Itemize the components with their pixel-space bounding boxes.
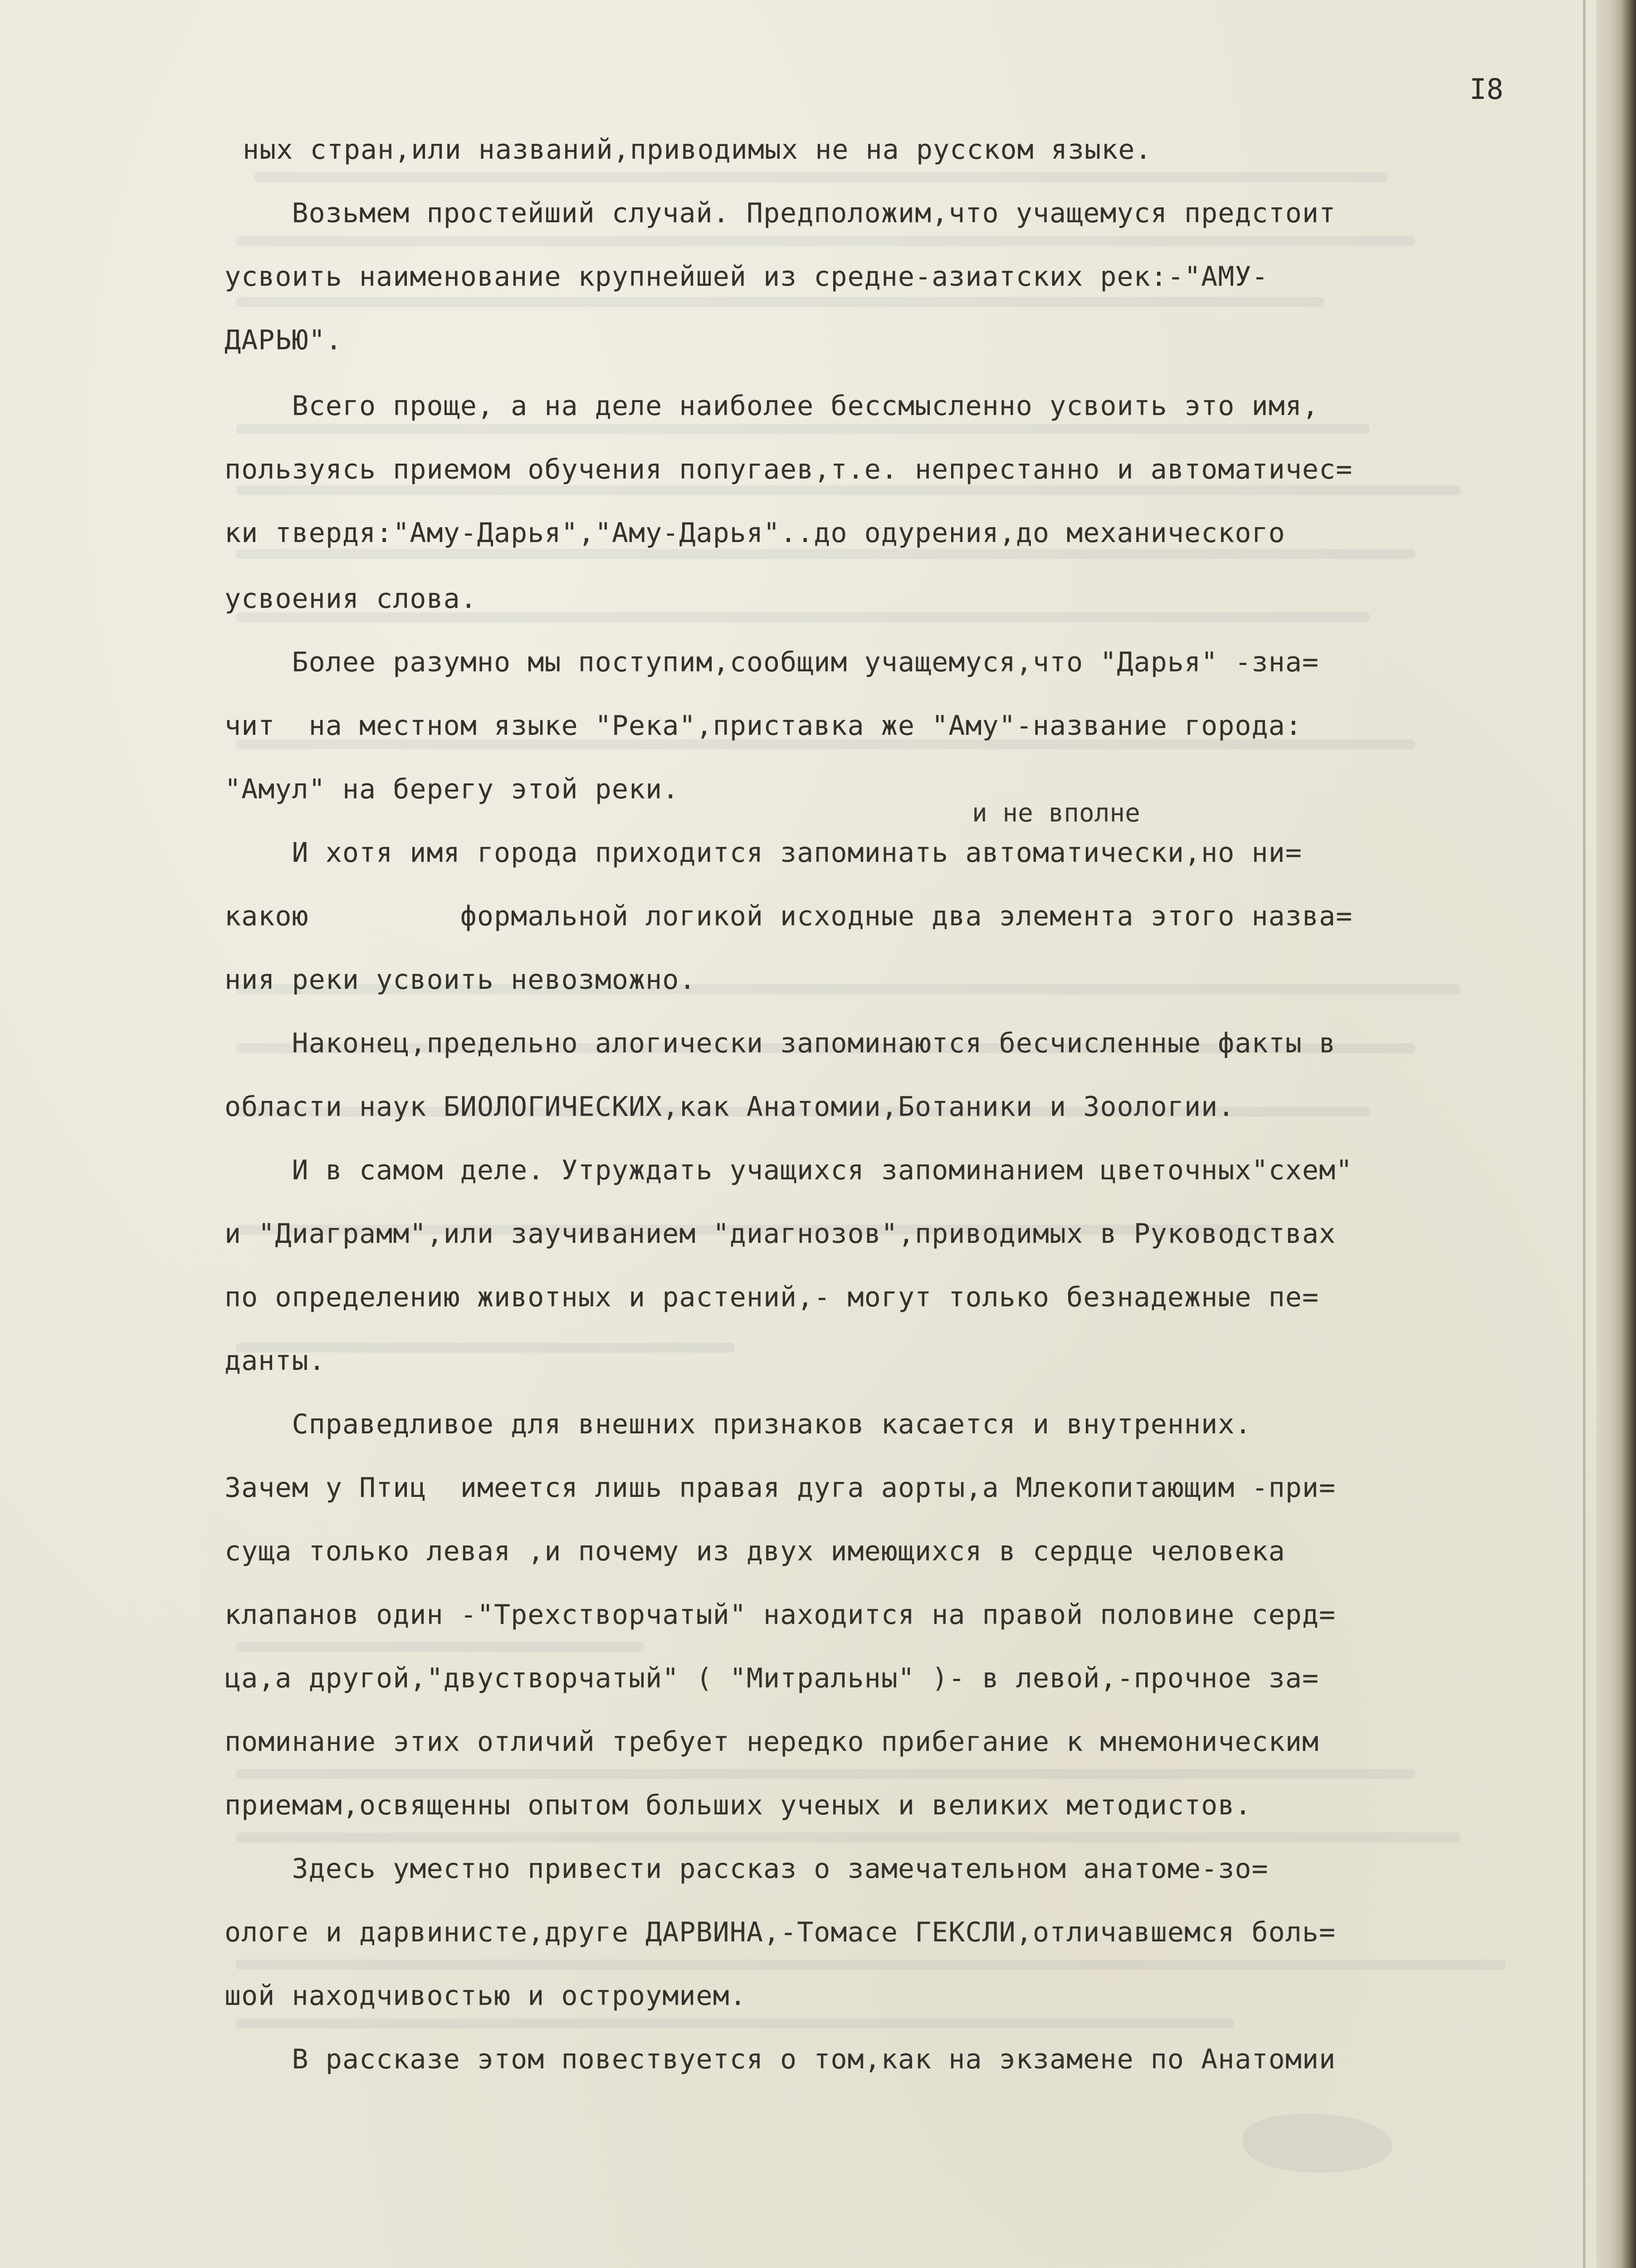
paper-edge-line (1583, 0, 1586, 2268)
text-line: Более разумно мы поступим,сообщим учащемуся,что "Дарья" -зна= (225, 646, 1319, 678)
text-line: Возьмем простейший случай. Предположим,что учащемуся предстоит (225, 197, 1336, 229)
text-line: ДАРЬЮ". (225, 324, 342, 356)
text-line: ных стран,или названий,приводимых не на русском языке. (243, 134, 1152, 166)
text-line: суща только левая ,и почему из двух имеющихся в сердце человека (225, 1535, 1285, 1567)
text-line: клапанов один -"Трехстворчатый" находится на правой половине серд= (225, 1599, 1336, 1631)
handwritten-insertion: и не вполне (972, 798, 1140, 828)
text-line: области наук БИОЛОГИЧЕСКИХ,как Анатомии,Ботаники и Зоологии. (225, 1091, 1235, 1123)
text-line: данты. (225, 1345, 326, 1377)
text-line: Наконец,предельно алогически запоминаются бесчисленные факты в (225, 1027, 1336, 1059)
text-line: какою формальной логикой исходные два элемента этого назва= (225, 900, 1353, 932)
text-line: приемам,освященны опытом больших ученых и великих методистов. (225, 1789, 1252, 1821)
text-line: Справедливое для внешних признаков касается и внутренних. (225, 1408, 1252, 1440)
text-line: ки твердя:"Аму-Дарья","Аму-Дарья"..до одурения,до механического (225, 517, 1285, 549)
text-line: Зачем у Птиц имеется лишь правая дуга аорты,а Млекопитающим -при= (225, 1472, 1336, 1504)
text-line: В рассказе этом повествуется о том,как на экзамене по Анатомии (225, 2043, 1336, 2075)
text-line: поминание этих отличий требует нередко прибегание к мнемоническим (225, 1726, 1319, 1758)
page-number: I8 (1470, 73, 1504, 106)
text-line: чит на местном языке "Река",приставка же "Аму"-название города: (225, 710, 1302, 742)
page-stack-edge (1597, 0, 1636, 2268)
text-line: Здесь уместно привести рассказ о замечательном анатоме-зо= (225, 1853, 1269, 1885)
text-line: ца,а другой,"двустворчатый" ( "Митральны" )- в левой,-прочное за= (225, 1662, 1319, 1694)
text-line: "Амул" на берегу этой реки. (225, 773, 679, 805)
text-line: усвоения слова. (225, 583, 477, 615)
text-line: Всего проще, а на деле наиболее бессмысленно усвоить это имя, (225, 390, 1319, 422)
text-line: И хотя имя города приходится запоминать автоматически,но ни= (225, 837, 1302, 869)
text-line: пользуясь приемом обучения попугаев,т.е. непрестанно и автоматичес= (225, 454, 1353, 485)
text-line: и "Диаграмм",или заучиванием "диагнозов",приводимых в Руководствах (225, 1218, 1336, 1250)
text-line: шой находчивостью и остроумием. (225, 1980, 747, 2012)
text-line: ния реки усвоить невозможно. (225, 964, 696, 996)
faint-stamp-mark (1243, 2114, 1392, 2173)
text-line: усвоить наименование крупнейшей из средне-азиатских рек:-"АМУ- (225, 261, 1269, 293)
text-line: по определению животных и растений,- могут только безнадежные пе= (225, 1281, 1319, 1313)
text-line: ологе и дарвинисте,друге ДАРВИНА,-Томасе ГЕКСЛИ,отличавшемся боль= (225, 1916, 1336, 1948)
text-line: И в самом деле. Утруждать учащихся запоминанием цветочных"схем" (225, 1154, 1353, 1186)
